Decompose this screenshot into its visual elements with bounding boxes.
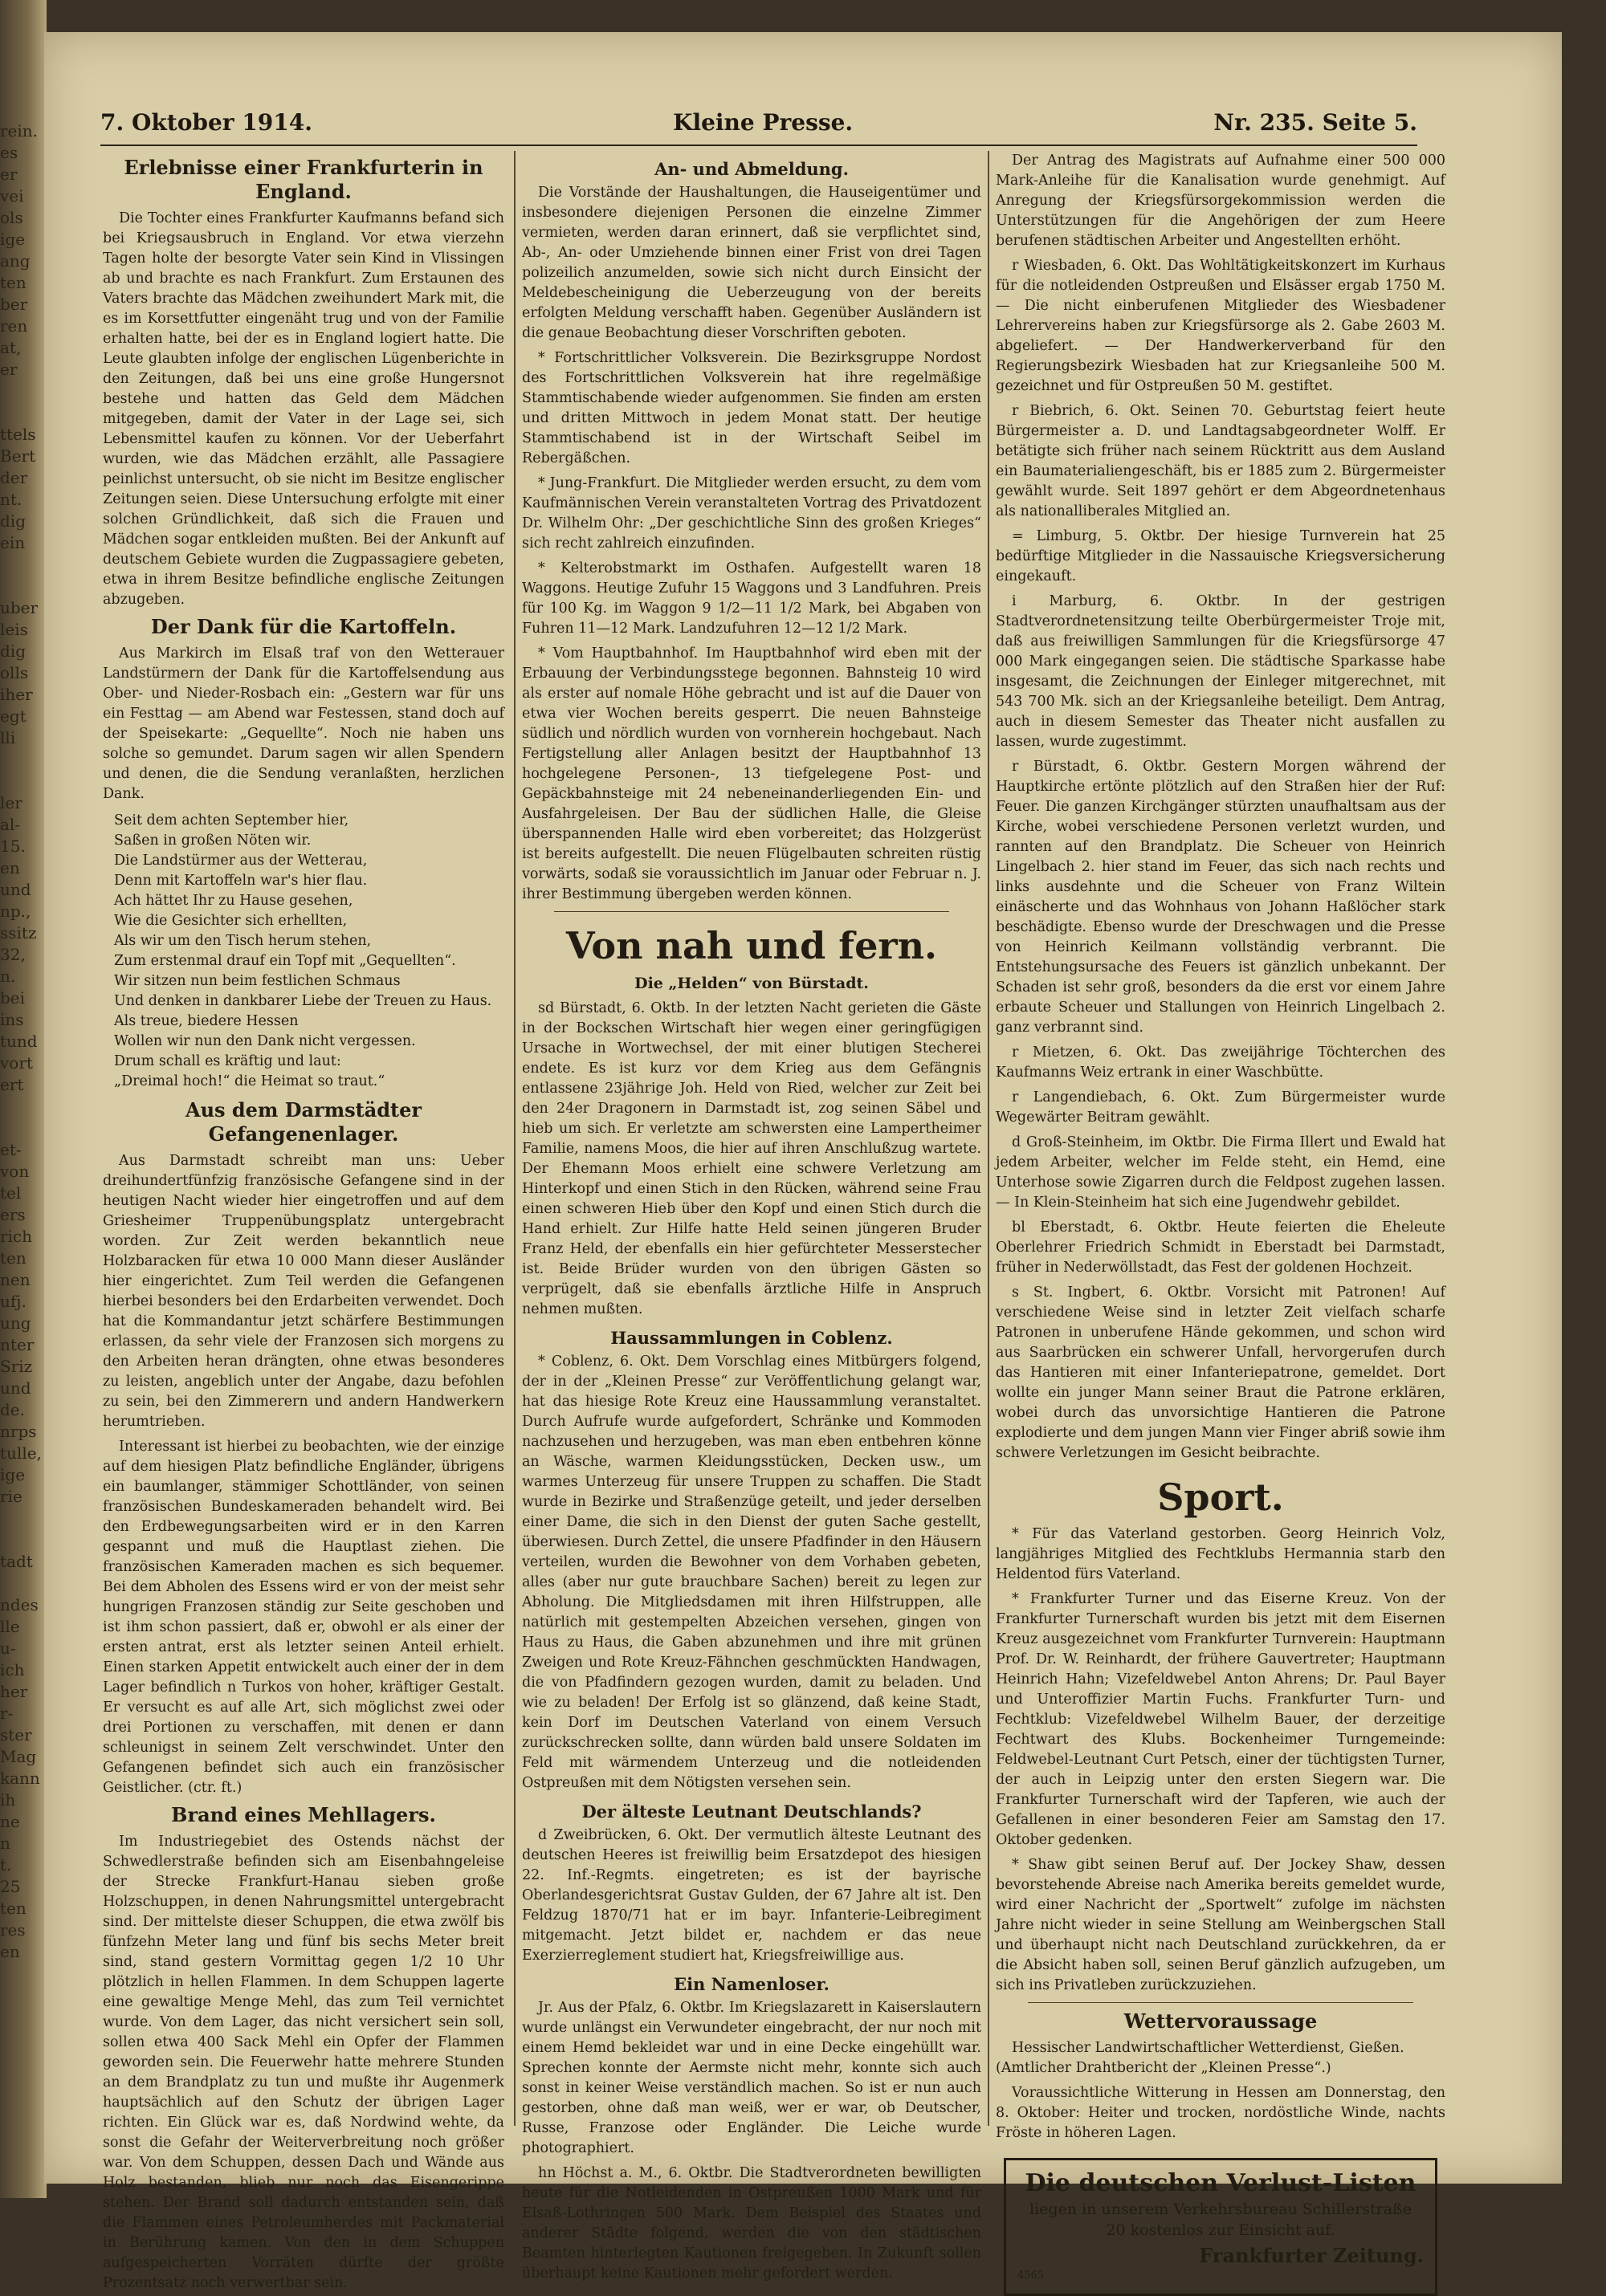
advertisement-box [1004,2158,1437,2296]
article-text: d Groß-Steinheim, im Oktbr. Die Firma Illert und Ewald hat jedem Arbeiter, welcher im Felde steht, ein Hemd, eine Unterhose sowie Zigarren durch die Feldpost zugehen lassen. — In Klein-Steinheim hat sich eine Jugendwehr gebildet. [996,1134,1445,1211]
article-text: Aus Darmstadt schreibt man uns: Ueber dreihundertfünfzig französische Gefangene sind in der heutigen Nacht wieder hier eingetroffen und auf dem Griesheimer Truppenübungsplatz untergebracht worden. Zur Zeit werden bekanntlich neue Holzbaracken für etwa 10 000 Mann dieser Ausländer hier eingerichtet. Zum Teil werden die Gefangenen hierbei besonders bei den Erdarbeiten verwendet. Doch hat die Kommandantur jetzt schärfere Bestimmungen erlassen, da sehr viele der Franzosen sich morgens zu den Arbeiten heran drängten, ohne etwas besonderes zu leisten, angeblich unter der Angabe, dazu befohlen zu sein, bei den Zimmerern und andern Handwerkern herumtrieben. [103,1153,504,1430]
article-text: r Wiesbaden, 6. Okt. Das Wohltätigkeitskonzert im Kurhaus für die notleidenden Ostpreußen und Elsässer ergab 1750 M. — Die nicht einberufenen Mitglieder des Wiesbadener Lehrervereins haben zur Kriegsfürsorge als 2. Gabe 2603 M. abgeliefert. — Der Handwerkerverband für den Regierungsbezirk Wiesbaden hat zur Kriegsanleihe 500 M. gezeichnet und für Ostpreußen 50 M. gestiftet. [996,258,1445,394]
edge-text-fragment: t. [0,1855,12,1875]
edge-text-fragment: nen [0,1270,31,1289]
article-text: * Für das Vaterland gestorben. Georg Heinrich Volz, langjähriges Mitglied des Fechtklubs Hermannia starb den Heldentod fürs Vaterland. [996,1526,1445,1582]
edge-text-fragment: rich [0,1227,33,1246]
edge-text-fragment: al- [0,815,21,834]
previous-page-edge [0,120,42,2127]
article-text: Jr. Aus der Pfalz, 6. Oktbr. Im Kriegslazarett in Kaiserslautern wurde unlängst ein Verwundeter eingebracht, der nur noch mit einem Hemd bekleidet war und in eine Decke eingehüllt war. Sprechen konnte der Aermste nicht mehr, konnte sich auch sonst in keiner Weise verständlich machen. So ist er nun auch gestorben, ohne daß man weiß, wer er war, ob Deutscher, Russe, Franzose oder Engländer. Die Leiche wurde photographiert. [522,2000,981,2156]
header-date: 7. Oktober 1914. [100,109,312,136]
edge-text-fragment: er [0,360,18,379]
edge-text-fragment: ler [0,793,22,812]
poem-line: Saßen in großen Nöten wir. [114,833,312,849]
edge-text-fragment: ndes [0,1595,39,1614]
header-page-number: Nr. 235. Seite 5. [1213,109,1417,136]
edge-text-fragment: und [0,1378,31,1398]
poem-line: Die Landstürmer aus der Wetterau, [114,853,368,869]
article-title: Brand eines Mehllagers. [171,1803,436,1826]
edge-text-fragment: ige [0,1465,26,1484]
poem-line: Ach hättet Ihr zu Hause gesehen, [114,893,353,909]
edge-text-fragment: de. [0,1400,25,1419]
poem-line: Wir sitzen nun beim festlichen Schmaus [114,973,401,989]
article-text: * Kelterobstmarkt im Osthafen. Aufgestellt waren 18 Waggons. Heutige Zufuhr 15 Waggons und 3 Landfuhren. Preis für 100 Kg. im Waggon 9 1/2—11 1/2 Mark, bei Abgaben von Fuhren 11—12 Mark. Landzufuhren 12—12 1/2 Mark. [522,560,981,637]
edge-text-fragment: Mag [0,1747,37,1766]
article-text: i Marburg, 6. Oktbr. In der gestrigen Stadtverordnetensitzung teilte Oberbürgermeister Troje mit, daß aus freiwilligen Sammlungen für die Kriegsfürsorge 47 000 Mark eingegangen seien. Die städtische Sparkasse habe insgesamt, die Zeichnungen der Einleger mitgerechnet, mit 543 700 Mk. sich an der Kriegsanleihe beteiligt. Dem Antrag, auch in diesem Semester das Theater nicht ausfallen zu lassen, wurde zugestimmt. [996,593,1445,750]
article-text: Der Antrag des Magistrats auf Aufnahme einer 500 000 Mark-Anleihe für die Kanalisation wurde genehmigt. Auf Anregung der Kriegsfürsorgekommission werden die Unterstützungen für die Angehörigen der zum Heere berufenen städtischen Arbeiter und Angestellten erhöht. [996,153,1445,249]
edge-text-fragment: rie [0,1487,22,1506]
article-title: Der älteste Leutnant Deutschlands? [581,1801,922,1822]
edge-text-fragment: n. [0,967,16,986]
ad-number: 4565 [1017,2270,1045,2282]
edge-text-fragment [0,771,32,792]
article-title: Der Dank für die Kartoffeln. [150,615,457,638]
edge-text-fragment: ige [0,230,26,249]
edge-text-fragment: ten [0,1899,26,1918]
edge-text-fragment: ten [0,1248,26,1268]
edge-text-fragment: en [0,858,20,877]
article-text: * Jung-Frankfurt. Die Mitglieder werden ersucht, zu dem vom Kaufmännischen Verein veranstalteten Vortrag des Privatdozent Dr. Wilhelm Ohr: „Der geschichtliche Sinn des großen Krieges“ sich recht zahlreich einzufinden. [522,475,981,552]
page-header [100,100,1417,146]
article-text: * Frankfurter Turner und das Eiserne Kreuz. Von der Frankfurter Turnerschaft wurden bis jetzt mit dem Eisernen Kreuz ausgezeichnet vom Frankfurter Turnverein: Hauptmann Prof. Dr. W. Reinhardt, der frühere Gauvertreter; Hauptmann Heinrich Hahn; Vizefeldwebel Anton Ahrens; Dr. Paul Bayer und Unteroffizier Martin Fuchs. Frankfurter Turn- und Fechtklub: Vizefeldwebel Wilhelm Bauer, der derzeitige Fechtwart des Klubs. Bockenheimer Turngemeinde: Feldwebel-Leutnant Curt Petsch, einer der tüchtigsten Turner, der auch in Leipzig unter den ersten Siegern war. Die Frankfurter Turnerschaft wird der Tapferen, wie auch der Gefallenen in einer besonderen Feier am Samstag den 17. Oktober gedenken. [996,1591,1445,1848]
weather-subtitle: Hessischer Landwirtschaftlicher Wetterdienst, Gießen. (Amtlicher Drahtbericht der „Kleinen Presse“.) [996,2040,1404,2076]
edge-text-fragment: u- [0,1639,16,1658]
edge-text-fragment: np., [0,902,31,921]
poem-line: „Dreimal hoch!“ die Heimat so traut.“ [114,1073,385,1089]
article-text: r Mietzen, 6. Okt. Das zweijährige Töchterchen des Kaufmanns Weiz ertrank in einer Waschbütte. [996,1044,1445,1081]
article-text: s St. Ingbert, 6. Oktbr. Vorsicht mit Patronen! Auf verschiedene Weise sind in letzter Zeit vielfach scharfe Patronen in unberufene Hände gekommen, und schon wird aus Saarbrücken ein schwerer Unfall, hervorgerufen durch das Hantieren mit einer Infanteriepatrone, gemeldet. Dort wollte ein junger Mann seiner Braut die Patrone erklären, wobei durch das unvorsichtige Hantieren die Patrone explodierte und dem jungen Mann vier Finger abriß sowie ihm schwere Verletzungen im Gesicht beibrachte. [996,1284,1445,1461]
article-text: * Coblenz, 6. Okt. Dem Vorschlag eines Mitbürgers folgend, der in der „Kleinen Presse“ zur Veröffentlichung gelangt war, hat das hiesige Rote Kreuz eine Haussammlung veranstaltet. Durch Aufrufe wurde aufgefordert, Schränke und Kommoden nachzusehen und herzugeben, was man eben entbehren könne an Wäsche, warmen Kleidungsstücken, Decken usw., um warmes Unterzeug für unsere Truppen zu schaffen. Die Stadt wurde in Bezirke und Straßenzüge geteilt, und jeder derselben einer Dame, die sich in den Dienst der guten Sache gestellt, überwiesen. Durch Zettel, die unsere Pfadfinder in den Häusern verteilen, wurden die Bewohner von dem Vorhaben gebeten, alles (aber nur gute brauchbare Sachen) bereit zu legen zur Abholung. Die Mitgliedsdamen mit ihren Hilfstruppen, alle natürlich mit gestempelten Abzeichen versehen, gingen von Haus zu Haus, die Gaben abzunehmen und ihre mit grünen Zweigen und Rote Kreuz-Fähnchen geschmückten Handwagen, die von Pfadfindern gezogen wurden, damit zu beladen. Und wie zu beladen! Der Erfolg ist so glänzend, daß keine Stadt, kein Dorf im Deutschen Vaterland von einem Versuch zurückschrecken sollte, dann würden bald unsere Soldaten im Feld mit wärmendem Unterzeug und die notleidenden Ostpreußen mit dem Nötigsten versehen sein. [522,1354,981,1791]
article-title: Haussammlungen in Coblenz. [610,1328,893,1348]
section-title: Sport. [1157,1476,1284,1519]
edge-text-fragment: ins [0,1010,24,1029]
edge-text-fragment: lli [0,728,16,747]
edge-text-fragment: nt. [0,490,22,509]
edge-text-fragment: der [0,468,28,487]
edge-text-fragment: tel [0,1183,22,1203]
edge-text-fragment: ih [0,1790,16,1810]
edge-text-fragment: rein. [0,121,39,140]
edge-text-fragment: bei [0,988,26,1008]
article-text: sd Bürstadt, 6. Oktb. In der letzten Nacht gerieten die Gäste in der Bockschen Wirtschaft hier wegen einer geringfügigen Ursache in Wortwechsel, der mit einer blutigen Stecherei endete. Es ist kurz vor dem Krieg aus dem Gefängnis entlassene 23jährige Joh. Held von Ried, welcher zur Zeit bei den 24er Dragonern in Darmstadt ist, zog seinen Säbel und hieb um sich. Er verletzte am schwersten eine Lampertheimer Familie, namens Moos, die hier auf ihren Anschlußzug wartete. Der Ehemann Moos erhielt eine schwere Verletzung am Hinterkopf und einen Stich in den Rücken, während seine Frau einen schweren Hieb über den Kopf und einen Stich durch die Hand erhielt. Zur Hilfe hatte Held seinen jüngeren Bruder Franz Held, der ebenfalls ein hier gefürchteter Messerstecher ist. Beide Brüder wurden von den übrigen Gästen so verprügelt, daß sie ebenfalls ärztliche Hilfe in Anspruch nehmen mußten. [522,1000,981,1317]
column-rule-2 [988,151,989,2126]
edge-text-fragment: 15. [0,837,26,856]
poem-line: Drum schall es kräftig und laut: [114,1053,341,1069]
article-text: * Fortschrittlicher Volksverein. Die Bezirksgruppe Nordost des Fortschrittlichen Volksverein hat ihre regelmäßige Stammtischabende wieder aufgenommen. Sie finden am ersten und dritten Mittwoch in jedem Monat statt. Der heutige Stammtischabend ist in der Wirtschaft Seibel im Rebergäßchen. [522,350,981,466]
divider [1028,2002,1413,2003]
edge-text-fragment: en [0,1942,20,1961]
poem-line: Wollen wir nun den Dank nicht vergessen. [114,1033,416,1049]
edge-text-fragment: und [0,880,31,899]
article-text: = Limburg, 5. Oktbr. Der hiesige Turnverein hat 25 bedürftige Mitglieder in die Nassauische Kriegsversicherung eingekauft. [996,528,1445,584]
edge-text-fragment: egt [0,706,26,726]
edge-text-fragment: es [0,143,18,162]
article-text: Im Industriegebiet des Ostends nächst der Schwedlerstraße befinden sich am Eisenbahngeleise der Strecke Frankfurt-Hanau sieben große Holzschuppen, in denen Nahrungsmittel untergebracht sind. Der mittelste dieser Schuppen, die etwa zwölf bis fünfzehn Meter lang und fünf bis sechs Meter breit sind, stand gestern Vormittag gegen 1/2 10 Uhr plötzlich in hellen Flammen. In dem Schuppen lagerte eine gewaltige Menge Mehl, das zum Teil vernichtet wurde. Von dem Lager, das nicht versichert sein soll, sollen etwa 400 Sack Mehl ein Opfer der Flammen geworden sein. Die Feuerwehr hatte mehrere Stunden an dem Brandplatz zu tun und mußte ihr Augenmerk hauptsächlich auf den Schutz der übrigen Lager richten. Ein Glück war es, daß Nordwind wehte, da sonst die Gefahr der Weiterverbreitung noch größer war. Von dem Schuppen, dessen Dach und Wände aus Holz bestanden, blieb nur noch das Eisengerippe stehen. Der Brand soll dadurch entstanden sein, daß die Flammen eines Petroleumherdes mit Packmaterial in Berührung kamen. Von den in dem Schuppen aufgespeicherten Vorräten dürfte der größte Prozentsatz noch verwertbar sein. [103,1834,504,2291]
article-title: An- und Abmeldung. [654,159,849,179]
edge-text-fragment: nrps [0,1422,37,1441]
edge-text-fragment: ne [0,1812,20,1831]
edge-text-fragment: ren [0,316,28,336]
poem-line: Als treue, biedere Hessen [114,1013,299,1029]
article-text: r Bürstadt, 6. Oktbr. Gestern Morgen während der Hauptkirche ertönte plötzlich auf den Straßen hier der Ruf: Feuer. Die ganzen Kirchgänger stürzten unaufhaltsam aus der Kirche, wobei verschiedene Personen verletzt wurden, und rannten auf den Brandplatz. Die Scheuer von Heinrich Lingelbach 2. hier stand im Feuer, das sich nach rechts und links ausdehnte und die Scheuer von Franz Wiltein einäscherte und das Wohnhaus von Johann Haßlöcher stark beschädigte. Ebenso wurde der Dreschwagen und die Presse von Heinrich Keilmann vollständig verbrannt. Die Entstehungsursache des Feuers ist gänzlich unbekannt. Der Schaden ist sehr groß, besonders da die erst vor einem Jahre erbaute Scheuer und Stallungen von Heinrich Lingelbach 2. ganz verbrannt sind. [996,759,1445,1036]
poem-line: Zum erstenmal drauf ein Topf mit „Gequellten“. [114,953,456,969]
edge-text-fragment [0,1096,32,1117]
poem-line: Und denken in dankbarer Liebe der Treuen zu Haus. [114,993,492,1009]
article-text: hn Höchst a. M., 6. Oktbr. Die Stadtverordneten bewilligten heute für die Notleidenden in Ostpreußen 1000 Mark und für Elsaß-Lothringen 500 Mark. Dem Beispiel des Staates und anderer Städte folgend, werden die von den städtischen Beamten hinterlegten Kautionen freigegeben. In Zukunft sollen überhaupt keine Kautionen mehr gefordert werden. [522,2165,981,2282]
edge-text-fragment: olls [0,663,29,682]
edge-text-fragment: her [0,1682,28,1701]
edge-text-fragment: dig [0,641,26,661]
ad-signature: Frankfurter Zeitung. [1199,2244,1424,2267]
edge-text-fragment [0,381,32,402]
edge-text-fragment: ers [0,1205,26,1224]
edge-text-fragment: Bert [0,446,36,466]
edge-text-fragment: von [0,1162,30,1181]
edge-text-fragment: ufj. [0,1292,26,1311]
edge-text-fragment: r- [0,1704,14,1723]
edge-text-fragment: tulle, [0,1443,42,1463]
edge-text-fragment: ten [0,273,26,292]
article-text: Aus Markirch im Elsaß traf von den Wetterauer Landstürmern der Dank für die Kartoffelsendung aus Ober- und Nieder-Rosbach ein: „Gestern war für uns ein Festtag — am Abend war Festessen, stand doch auf der Speisekarte: „Gequellte“. Noch nie haben uns solche so gemundet. Darum sagen wir allen Spendern und denen, die die Sendung veranlaßten, herzlichen Dank. [103,645,504,802]
article-text: Die Vorstände der Haushaltungen, die Hauseigentümer und insbesondere diejenigen Personen die einzelne Zimmer vermieten, werden daran erinnert, daß sie verpflichtet sind, Ab-, An- oder Umziehende binnen einer Frist von drei Tagen polizeilich anzumelden, sowie sich nicht durch Einsicht der Meldebescheinigung die Ueberzeugung von der bereits erfolgten Meldung verschafft haben. Gegenüber Ausländern ist die genaue Beobachtung dieser Vorschriften geboten. [522,185,981,341]
edge-text-fragment: er [0,165,18,184]
column-1 [103,151,504,2291]
edge-text-fragment: n [0,1834,10,1853]
edge-text-fragment: ert [0,1075,24,1094]
article-text: Die Tochter eines Frankfurter Kaufmanns befand sich bei Kriegsausbruch in England. Vor etwa vierzehn Tagen holte der besorgte Vater sein Kind in Vlissingen ab und brachte es nach Frankfurt. Zum Erstaunen des Vaters brachte das Mädchen zweihundert Mark mit, die es im Korsettfutter eingenäht trug und von der Familie erhalten hatte, bei der es in England logiert hatte. Die Leute glaubten infolge der englischen Lügenberichte in den Zeitungen, daß bei uns eine große Hungersnot bestehe und hatten das Geld dem Mädchen mitgegeben, damit der Vater in der Lage sei, sich Lebensmittel kaufen zu können. Vor der Ueberfahrt wurden, wie das Mädchen erzählt, alle Passagiere peinlichst untersucht, ob sie nicht im Besitze englischer Zeitungen seien. Diese Untersuchung erfolgte mit einer solchen Gründlichkeit, daß sich die Frauen und Mädchen sogar entkleiden mußten. Bei der Ankunft auf deutschem Gebiete wurden die Zugpassagiere gebeten, etwa in ihrem Besitze befindliche englische Zeitungen abzugeben. [103,210,504,608]
article-title: Ein Namenloser. [674,1974,829,1994]
edge-text-fragment: et- [0,1140,22,1159]
poem [103,811,504,1092]
edge-text-fragment: tund [0,1032,38,1051]
weather-forecast: Voraussichtliche Witterung in Hessen am Donnerstag, den 8. Oktober: Heiter und trocken, nordöstliche Winde, nachts Fröste in höheren Lagen. [996,2085,1445,2141]
column-3 [996,151,1445,2282]
section-title: Von nah und fern. [565,924,938,967]
article-title: Die „Helden“ von Bürstadt. [634,975,869,992]
article-text: bl Eberstadt, 6. Oktbr. Heute feierten die Eheleute Oberlehrer Friedrich Schmidt in Eberstadt bei Darmstadt, früher in Nederwöllstadt, das Fest der goldenen Hochzeit. [996,1219,1445,1276]
edge-text-fragment: nter [0,1335,35,1354]
article-text: d Zweibrücken, 6. Okt. Der vermutlich älteste Leutnant des deutschen Heeres ist freiwillig beim Ersatzdepot des hiesigen 22. Inf.-Regmts. eingetreten; es ist der bayrische Oberlandesgerichtsrat Gustav Gulden, der 67 Jahre alt ist. Den Feldzug 1870/71 hat er im bayr. Infanterie-Leibregiment mitgemacht. Jetzt bildet er, nachdem er das neue Exerzierreglement studiert hat, Kriegsfreiwillige aus. [522,1827,981,1964]
edge-text-fragment [0,1508,32,1529]
edge-text-fragment: 25 [0,1877,21,1896]
edge-text-fragment: ssitz [0,923,37,942]
edge-text-fragment: ttels [0,425,36,444]
article-text: r Biebrich, 6. Okt. Seinen 70. Geburtstag feiert heute Bürgermeister a. D. und Landtagsabgeordneter Wolff. Er betätigte sich früher nach seinem Rücktritt aus dem Ausland ein Baumaterialiengeschäft, bis er 1885 zum 2. Bürgermeister gewählt wurde. Seit 1897 gehört er dem Abgeordnetenhaus als nationalliberales Mitglied an. [996,403,1445,519]
edge-text-fragment: ber [0,295,28,314]
divider [554,911,949,912]
edge-text-fragment: 32, [0,945,26,964]
poem-line: Als wir um den Tisch herum stehen, [114,933,372,949]
edge-text-fragment [0,1573,32,1594]
edge-text-fragment [0,749,32,771]
edge-text-fragment: ung [0,1313,31,1333]
article-text: * Vom Hauptbahnhof. Im Hauptbahnhof wird eben mit der Erbauung der Verbindungsstege begonnen. Bahnsteig 10 wird als erster auf nomale Höhe gebracht und ist auf die Dauer von etwa vier Wochen bereits gesperrt. Die neuen Bahnsteige südlich und nördlich wurden von vornherein hochgebaut. Nach Fertigstellung aller Anlagen besitzt der Hauptbahnhof 13 hochgelegene Personen-, 13 tiefgelegene Post- und Gepäckbahnsteige mit 24 nebeneinanderliegenden Ein- und Ausfahrgeleisen. Der Bau der südlichen Halle, die Gleise überspannenden Halle wird eben vorbereitet; das Holzgerüst ist bereits aufgestellt. Die neuen Flügelbauten schreiten rüstig vorwärts, sodaß sie voraussichtlich im Januar oder Februar n. J. ihrer Bestimmung übergeben werden können. [522,645,981,902]
edge-text-fragment [0,1529,32,1551]
ad-title: Die deutschen Verlust-Listen [1025,2169,1416,2197]
edge-text-fragment: uber [0,598,39,617]
edge-text-fragment: res [0,1920,26,1940]
edge-text-fragment [0,402,32,424]
edge-text-fragment: vei [0,186,24,206]
edge-text-fragment: lle [0,1617,20,1636]
edge-text-fragment: tadt [0,1552,33,1571]
edge-text-fragment: ein [0,533,26,552]
edge-text-fragment [0,1117,32,1139]
article-title: Aus dem Darmstädter Gefangenenlager. [185,1098,422,1146]
article-text: r Langendiebach, 6. Okt. Zum Bürgermeister wurde Wegewärter Beitram gewählt. [996,1089,1445,1126]
edge-text-fragment: dig [0,511,26,531]
edge-text-fragment [0,554,32,576]
poem-line: Seit dem achten September hier, [114,812,349,828]
article-text: Interessant ist hierbei zu beobachten, wie der einzige auf dem hiesigen Platz befindliche Engländer, übrigens ein baumlanger, stämmiger Schottländer, von seinen französischen Bundeskameraden behandelt wird. Bei den Erdbewegungsarbeiten wird er in den Karren gespannt und muß die Hauptlast ziehen. Die französischen Kameraden machen es sich bequemer. Bei dem Abholen des Essens wird er von der meist sehr hungrigen Franzosen ständig zur Seite geschoben und ist ihm schon passiert, daß er, obwohl er als einer der ersten antrat, erst als letzter seinen Anteil erhielt. Einen starken Appetit entwickelt auch einer der in dem Lager befindlich n Turkos von hoher, kräftiger Gestalt. Er versucht es auf alle Art, sich möglichst zwei oder drei Portionen zu verschaffen, mit denen er dann schleunigst in seinem Zelt verschwindet. Unter den Gefangenen befindet sich auch ein französischer Geistlicher. (ctr. ft.) [103,1439,504,1796]
edge-text-fragment: at, [0,338,22,357]
edge-text-fragment: iher [0,685,33,704]
header-paper-title: Kleine Presse. [673,109,854,136]
poem-line: Wie die Gesichter sich erhellten, [114,913,348,929]
edge-text-fragment: kann [0,1769,40,1788]
edge-text-fragment [0,576,32,597]
weather-title: Wettervoraussage [1123,2009,1318,2033]
edge-text-fragment: ang [0,251,31,271]
ad-body: liegen in unserem Verkehrsbureau Schillerstraße 20 kostenlos zur Einsicht auf. [1029,2200,1412,2239]
edge-text-fragment: vort [0,1053,33,1073]
edge-text-fragment: ols [0,208,23,227]
edge-text-fragment: ster [0,1725,32,1744]
edge-text-fragment: ich [0,1660,25,1679]
poem-line: Denn mit Kartoffeln war's hier flau. [114,873,368,889]
edge-text-fragment: leis [0,620,28,639]
article-text: * Shaw gibt seinen Beruf auf. Der Jockey Shaw, dessen bevorstehende Abreise nach Amerika bereits gemeldet wurde, wird einer Nachricht der „Sportwelt“ zufolge im nächsten Jahre nicht wieder in seine Stellung am Weinbergschen Stall und überhaupt nicht nach Deutschland zurückkehren, da er die Absicht haben soll, seinen Beruf gänzlich aufzugeben, um sich ins Privatleben zurückzuziehen. [996,1857,1445,1993]
edge-text-fragment: Sriz [0,1357,33,1376]
column-2 [522,151,981,2282]
article-title: Erlebnisse einer Frankfurterin in England. [124,156,483,203]
column-rule-1 [514,151,516,2126]
